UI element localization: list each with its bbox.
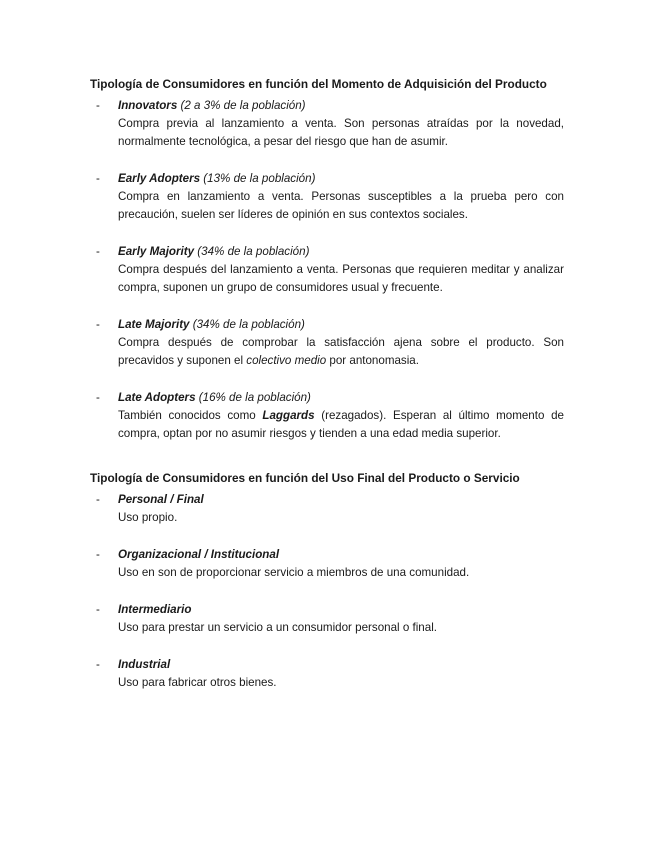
item-description-text: También conocidos como (118, 409, 263, 423)
list-dash: - (96, 603, 100, 616)
item-title: Industrial (118, 658, 171, 671)
list-item-industrial (96, 656, 566, 692)
item-description-text: (rezagados). Esperan al último momento de compra, optan por no asumir riesgos y tienden a una edad media superior. (118, 409, 564, 441)
item-note: (16% de la población) (198, 391, 311, 404)
list-dash: - (96, 245, 100, 258)
list-item-early-majority (96, 243, 566, 298)
item-description: Compra en lanzamiento a venta. Personas susceptibles a la prueba pero con precaución, suelen ser líderes de opinión en sus contextos sociales. (118, 190, 564, 222)
item-title: Early Adopters (118, 172, 201, 185)
list-item-late-adopters (96, 389, 566, 444)
item-description: Uso para fabricar otros bienes. (118, 676, 277, 690)
item-title: Late Adopters (118, 391, 196, 404)
item-description: Compra previa al lanzamiento a venta. Son personas atraídas por la novedad, normalmente tecnológica, a pesar del riesgo que han de asumir. (118, 117, 564, 149)
item-title: Late Majority (118, 318, 190, 331)
item-description (118, 334, 564, 370)
list-dash: - (96, 658, 100, 671)
item-description: Uso en son de proporcionar servicio a miembros de una comunidad. (118, 566, 470, 580)
item-description-text: Compra después de comprobar la satisfacción ajena sobre el producto. Son precavidos y suponen el (118, 336, 564, 368)
item-description-text: por antonomasia. (326, 354, 419, 368)
list-dash: - (96, 391, 100, 404)
item-title: Personal / Final (118, 493, 204, 506)
list-item-innovators (96, 97, 566, 152)
list-item-personal-final (96, 491, 566, 527)
item-title: Early Majority (118, 245, 195, 258)
section-heading-final-use: Tipología de Consumidores en función del Uso Final del Producto o Servicio (90, 471, 520, 485)
list-item-organizacional (96, 546, 566, 582)
item-title: Innovators (118, 99, 178, 112)
item-note: (2 a 3% de la población) (180, 99, 306, 112)
item-title: Organizacional / Institucional (118, 548, 280, 561)
list-dash: - (96, 318, 100, 331)
list-item-late-majority (96, 316, 566, 371)
item-note: (34% de la población) (197, 245, 310, 258)
item-description-emphasis: Laggards (262, 409, 315, 423)
section-heading-acquisition: Tipología de Consumidores en función del Momento de Adquisición del Producto (90, 77, 547, 91)
item-description (118, 407, 564, 443)
list-item-intermediario (96, 601, 566, 637)
list-item-early-adopters (96, 170, 566, 225)
item-description-emphasis: colectivo medio (246, 354, 327, 368)
list-dash: - (96, 172, 100, 185)
list-dash: - (96, 493, 100, 506)
item-note: (34% de la población) (192, 318, 305, 331)
item-note: (13% de la población) (203, 172, 316, 185)
item-description: Compra después del lanzamiento a venta. Personas que requieren meditar y analizar compra, suponen un grupo de consumidores usual y frecuente. (118, 263, 564, 295)
item-description: Uso propio. (118, 511, 178, 525)
item-title: Intermediario (118, 603, 192, 616)
list-dash: - (96, 548, 100, 561)
item-description: Uso para prestar un servicio a un consumidor personal o final. (118, 621, 437, 635)
list-dash: - (96, 99, 100, 112)
